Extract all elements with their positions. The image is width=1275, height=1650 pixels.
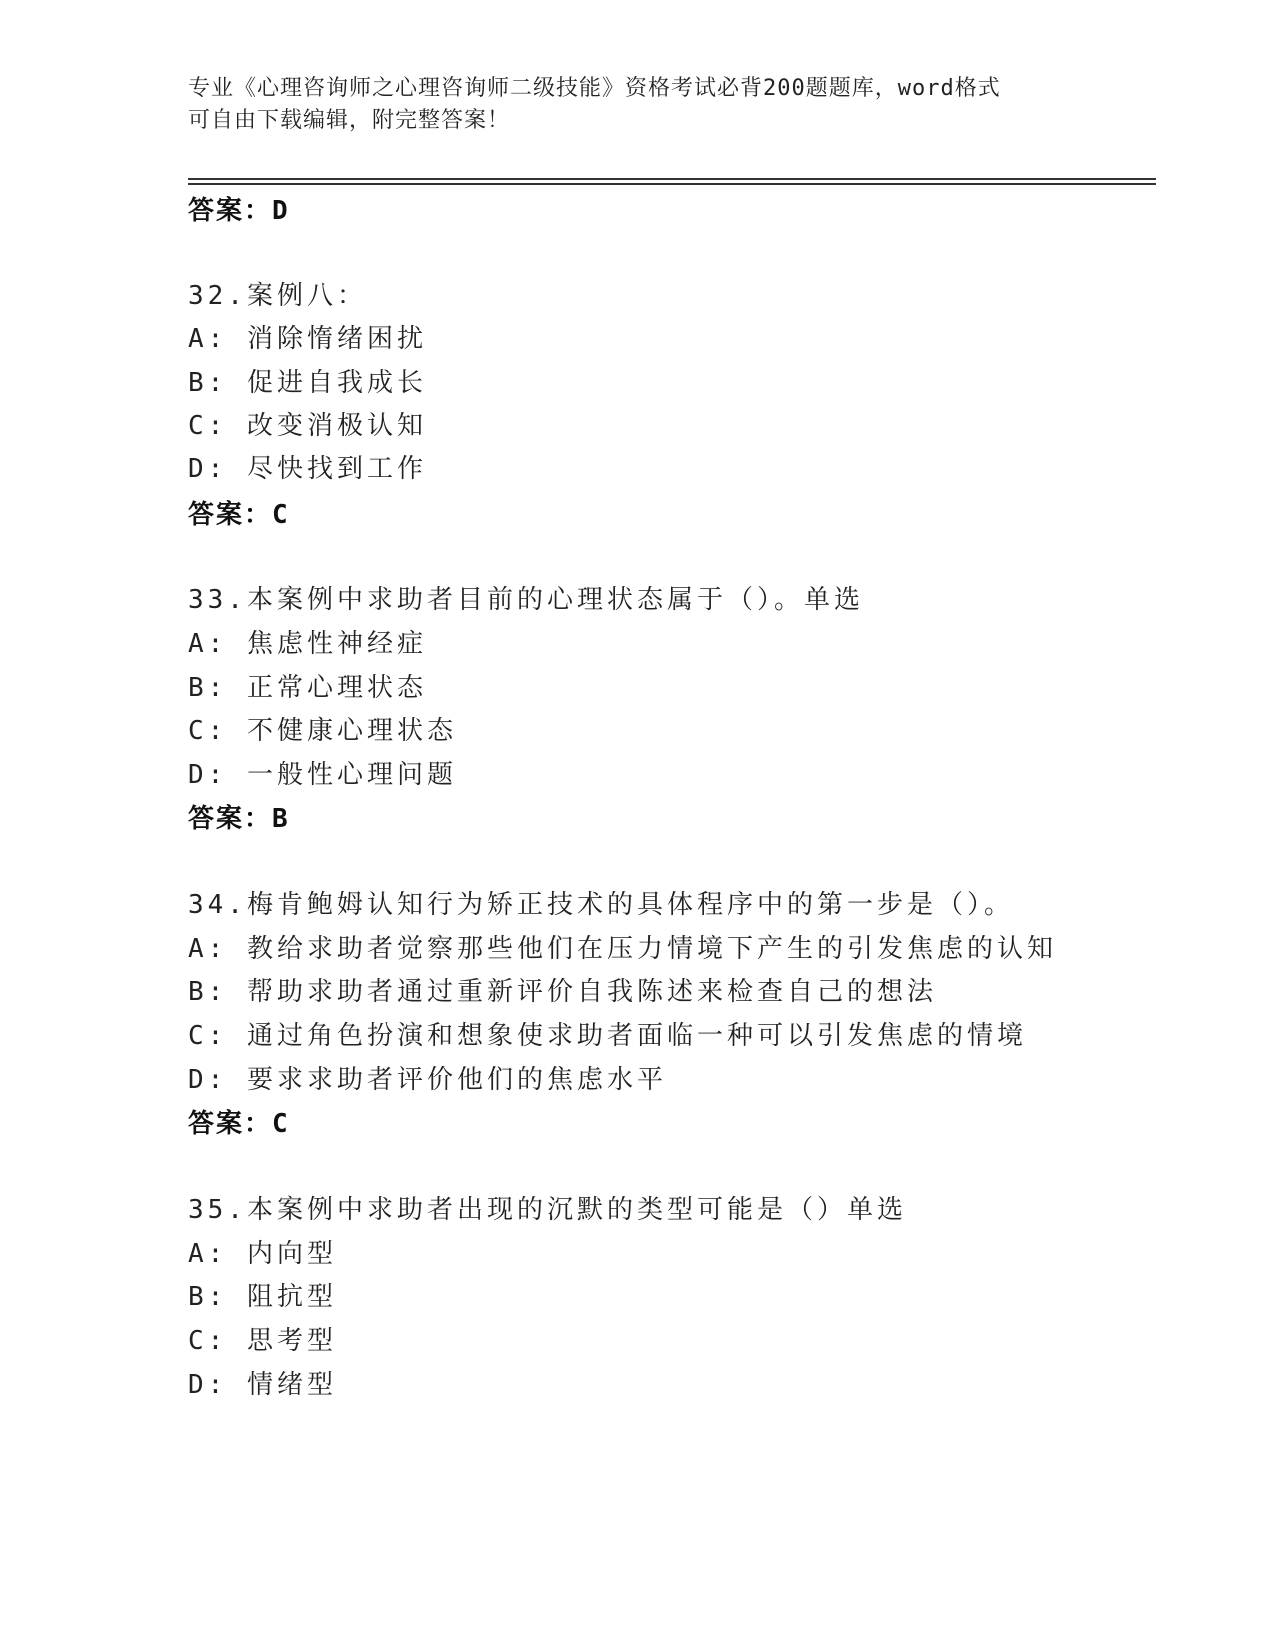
question-35-option-c: C: 思考型 (188, 1326, 337, 1356)
question-33-option-b: B: 正常心理状态 (188, 673, 427, 703)
question-35-title: 35.本案例中求助者出现的沉默的类型可能是（）单选 (188, 1195, 907, 1225)
question-35-option-a: A: 内向型 (188, 1239, 337, 1269)
question-35-option-b: B: 阻抗型 (188, 1282, 337, 1312)
question-35-option-d: D: 情绪型 (188, 1370, 337, 1400)
question-32-option-a: A: 消除惰绪困扰 (188, 324, 427, 354)
question-34-option-c: C: 通过角色扮演和想象使求助者面临一种可以引发焦虑的情境 (188, 1021, 1027, 1051)
question-33-option-c: C: 不健康心理状态 (188, 716, 457, 746)
question-32-title: 32.案例八： (188, 281, 367, 311)
question-32-answer: 答案：C (188, 500, 290, 530)
question-34-option-b: B: 帮助求助者通过重新评价自我陈述来检查自己的想法 (188, 977, 937, 1007)
question-34-title: 34.梅肯鲍姆认知行为矫正技术的具体程序中的第一步是（）。 (188, 890, 1014, 920)
header-rule-top (188, 178, 1156, 180)
question-33-title: 33.本案例中求助者目前的心理状态属于（）。单选 (188, 585, 864, 615)
answer-previous: 答案：D (188, 196, 290, 226)
header-title-line-2: 可自由下载编辑，附完整答案！ (188, 108, 511, 133)
header-title-line-1: 专业《心理咨询师之心理咨询师二级技能》资格考试必背200题题库，word格式 (188, 76, 1001, 101)
question-33-option-a: A: 焦虑性神经症 (188, 629, 427, 659)
question-32-option-d: D: 尽快找到工作 (188, 454, 427, 484)
document-header (188, 73, 1068, 137)
question-34-answer: 答案：C (188, 1109, 290, 1139)
question-33-answer: 答案：B (188, 804, 290, 834)
question-32-option-c: C: 改变消极认知 (188, 411, 427, 441)
question-32-option-b: B: 促进自我成长 (188, 368, 427, 398)
question-34-option-d: D: 要求求助者评价他们的焦虑水平 (188, 1065, 667, 1095)
question-33-option-d: D: 一般性心理问题 (188, 760, 457, 790)
header-rule-bottom (188, 183, 1156, 185)
question-34-option-a: A: 教给求助者觉察那些他们在压力情境下产生的引发焦虑的认知 (188, 934, 1057, 964)
